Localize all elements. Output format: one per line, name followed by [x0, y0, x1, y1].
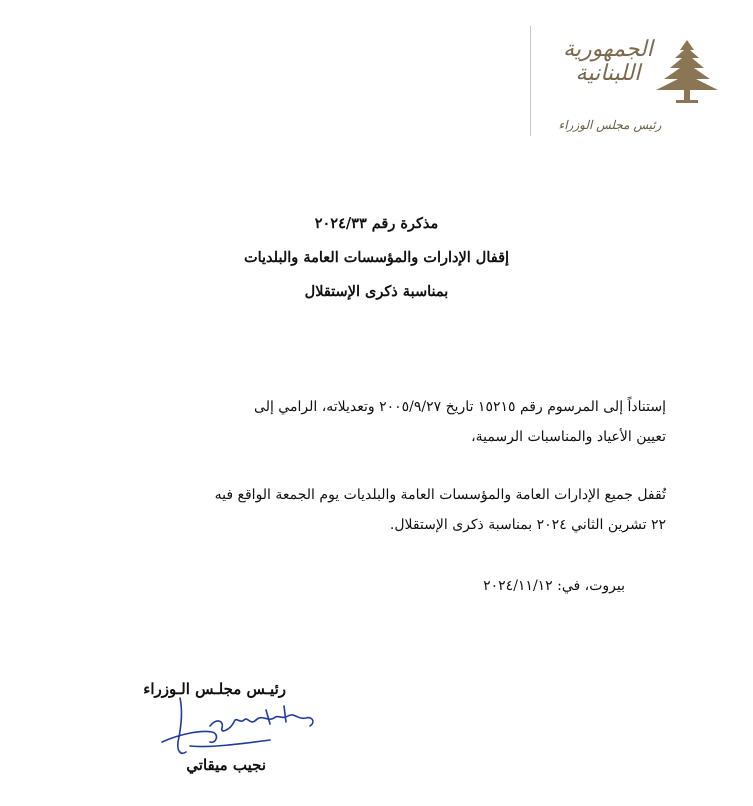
paragraph-legal-basis [100, 392, 666, 452]
republic-line-1: الجمهورية [563, 37, 653, 62]
paragraph-2-line-2: ٢٢ تشرين الثاني ٢٠٢٤ بمناسبة ذكرى الإستقلال. [389, 517, 666, 533]
republic-line-2: اللبنانية [575, 61, 641, 86]
letterhead-divider [530, 26, 531, 136]
paragraph-closure-decision [100, 480, 666, 540]
cedar-emblem-icon [652, 38, 722, 104]
signatory-title: رئيـس مجلـس الـوزراء [143, 680, 286, 698]
signatory-name: نجيب ميقاتي [186, 756, 266, 774]
paragraph-1-line-2: تعيين الأعياد والمناسبات الرسمية، [471, 429, 666, 445]
place-and-date: بيروت، في: ٢٠٢٤/١١/١٢ [483, 578, 625, 594]
paragraph-1-line-1: إستناداً إلى المرسوم رقم ١٥٢١٥ تاريخ ٢٠٠٥/٩/٢٧ وتعديلاته، الرامي إلى [254, 399, 666, 415]
memo-subject-line-2: بمناسبة ذكرى الإستقلال [304, 283, 449, 300]
memo-subject-line-1: إقفال الإدارات والمؤسسات العامة والبلديات [243, 249, 510, 266]
paragraph-2-line-1: تُقفل جميع الإدارات العامة والمؤسسات العامة والبلديات يوم الجمعة الواقع فيه [214, 487, 666, 503]
memo-title-block [0, 214, 753, 316]
office-subtitle: رئيس مجلس الوزراء [558, 118, 662, 132]
republic-wordmark [553, 38, 663, 86]
memo-number: مذكرة رقم ٢٠٢٤/٣٣ [314, 215, 439, 232]
